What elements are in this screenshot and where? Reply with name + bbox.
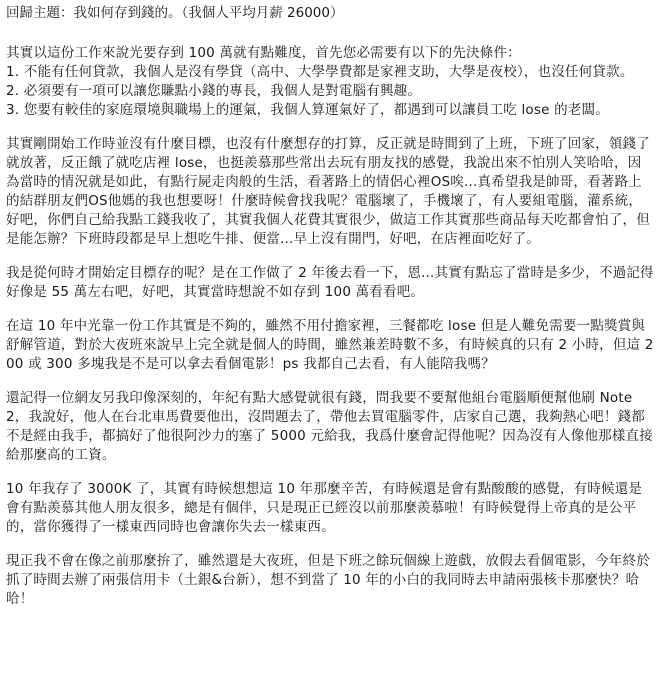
spacer (6, 249, 654, 264)
spacer (6, 537, 654, 552)
present-paragraph: 現正我不會在像之前那麼拚了，雖然還是大夜班，但是下班之餘玩個線上遊戲，放假去看個電影，今年終於抓了時間去辦了兩張信用卡（土銀&台新），想不到當了 10 年的小白的我同時去申請兩張核卡那麼快？哈哈！ (6, 553, 650, 607)
early-work-paragraph: 其實剛開始工作時並沒有什麼目標，也沒有什麼想存的打算，反正就是時間到了上班，下班了回家，領錢了就放著，反正餓了就吃店裡 lose，也挺羨慕那些常出去玩有朋友找的感覺，我說出來不怕別人笑哈哈，因為當時的情況就是如此，有點行屍走肉般的生活，看著路上的情侶心裡OS唉...真希望我是帥哥，看著路上的結群朋友們OS他媽的我也想要呀！什麼時候會找我呢？電腦壞了，手機壞了，有人要組電腦，灌系統，好吧，你們自己給我點工錢我收了，其實我個人花費其實很少，做這工作其實那些商品每天吃都會怕了，但是能怎辦？下班時段都是早上想吃牛排、便當...早上沒有開門，好吧，在店裡面吃好了。 (6, 136, 650, 247)
memorable-client-paragraph: 還記得一位網友另我印像深刻的，年紀有點大感覺就很有錢，問我要不要幫他組台電腦順便幫他刷 Note 2，我說好，他人在台北車馬費要他出，沒問題去了，帶他去買電腦零件，店家自己選，我夠熱心吧！錢都不是經由我手，都搞好了他很阿沙力的塞了 5000 元給我，我爲什麼會記得他呢？因為沒有人像他那樣直接給那麼高的工資。 (6, 390, 653, 463)
reply-title: 回歸主題：我如何存到錢的。（我個人平均月薪 26000） (6, 5, 344, 21)
condition-2: 2. 必須要有一項可以讓您賺點小錢的專長，我個人是對電腦有興趣。 (6, 83, 422, 99)
savings-paragraph: 10 年我存了 3000K 了，其實有時候想想這 10 年那麼辛苦，有時候還是會有點酸酸的感覺，有時候還是會有點羨慕其他人朋友很多，總是有個伴，只是現正已經沒以前那麼羨慕啦！有時候覺得上帝真的是公平的，當你獲得了一樣東西同時也會讓你失去一樣東西。 (6, 481, 643, 535)
spacer (6, 302, 654, 317)
condition-3: 3. 您要有較佳的家庭環境與職場上的運氣，我個人算運氣好了，都遇到可以讓員工吃 lose 的老闆。 (6, 102, 609, 118)
intro-paragraph: 其實以這份工作來說光要存到 100 萬就有點難度，首先您必需要有以下的先決條件： (6, 45, 521, 61)
condition-1: 1. 不能有任何貸款，我個人是沒有學貸（高中、大學學費都是家裡支助，大學是夜校），也沒任何貸款。 (6, 64, 634, 80)
spacer (6, 465, 654, 480)
side-job-paragraph: 在這 10 年中光靠一份工作其實是不夠的，雖然不用付擔家裡，三餐都吃 lose 但是人難免需要一點獎賞與舒解管道，對於大夜班來說早上完全就是個人的時間，雖然兼差時數不多，有時候真的只有 2 小時，但這 200 或 300 多塊我是不是可以拿去看個電影！ps 我都自己去看，有人能陪我嗎？ (6, 318, 654, 372)
goal-paragraph: 我是從何時才開始定目標存的呢？是在工作做了 2 年後去看一下，恩...其實有點忘了當時是多少，不過記得好像是 55 萬左右吧，好吧，其實當時想說不如存到 100 萬看看吧。 (6, 265, 654, 300)
spacer (6, 120, 654, 135)
spacer (6, 26, 654, 44)
spacer (6, 374, 654, 389)
